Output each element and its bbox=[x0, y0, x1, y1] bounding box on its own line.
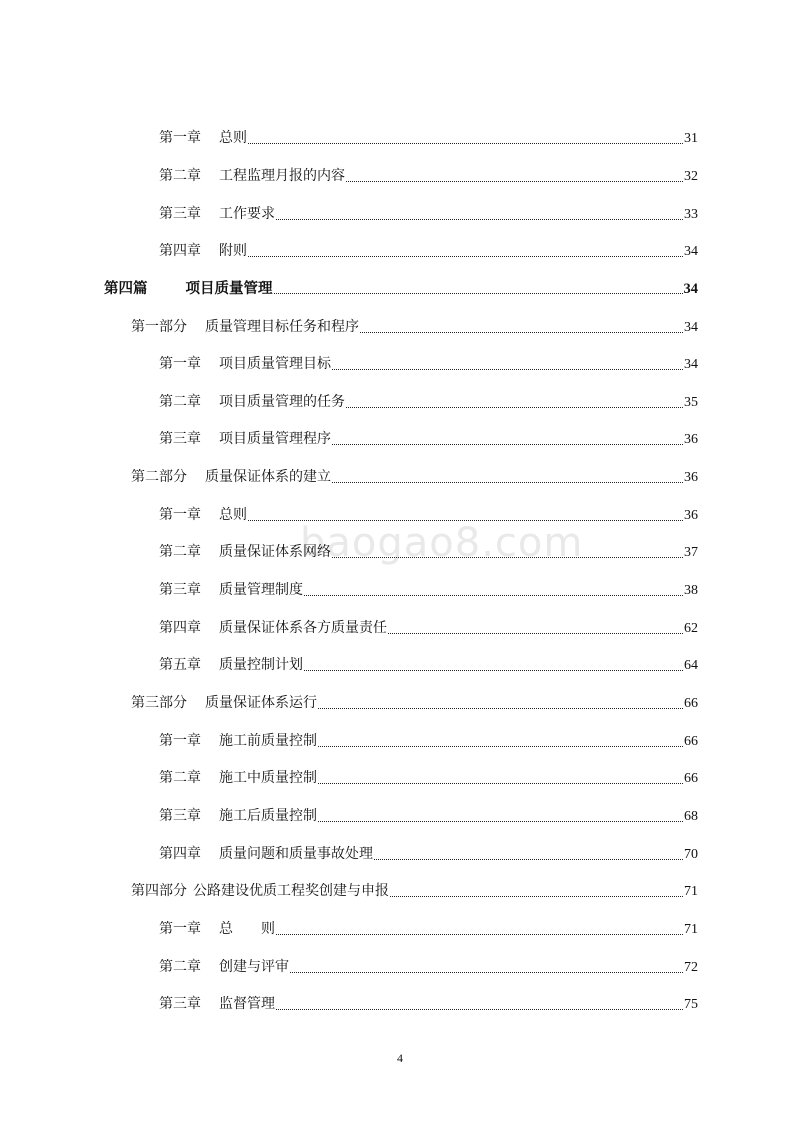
toc-entry-title: 质量保证体系网络 bbox=[219, 544, 331, 560]
toc-entry-page: 36 bbox=[684, 432, 698, 447]
toc-entry-page: 33 bbox=[684, 207, 698, 222]
toc-entry-number: 第四篇 bbox=[104, 280, 148, 297]
toc-entry-page: 35 bbox=[684, 395, 698, 410]
dot-leader bbox=[374, 858, 683, 860]
toc-entry-number: 第一章 bbox=[159, 356, 201, 372]
toc-entry[interactable] bbox=[159, 505, 698, 526]
toc-entry-page: 71 bbox=[684, 922, 698, 937]
dot-leader bbox=[332, 368, 683, 370]
dot-leader bbox=[248, 519, 683, 521]
toc-entry-number: 第一部分 bbox=[131, 319, 187, 335]
toc-entry[interactable] bbox=[159, 618, 698, 639]
toc-entry-number: 第五章 bbox=[159, 657, 201, 673]
page-number: 4 bbox=[397, 1051, 403, 1065]
dot-leader bbox=[390, 895, 683, 897]
toc-entry-number: 第二章 bbox=[159, 168, 201, 184]
toc-entry-number: 第三章 bbox=[159, 431, 201, 447]
toc-entry-title: 质量保证体系运行 bbox=[205, 695, 317, 711]
dot-leader bbox=[304, 669, 683, 671]
toc-entry-title: 项目质量管理 bbox=[185, 280, 273, 297]
toc-entry-page: 62 bbox=[684, 621, 698, 636]
toc-entry-title: 总则 bbox=[219, 507, 247, 523]
dot-leader bbox=[332, 556, 683, 558]
toc-entry[interactable] bbox=[159, 806, 698, 827]
toc-entry-title: 质量问题和质量事故处理 bbox=[219, 846, 373, 862]
toc-entry-title: 项目质量管理目标 bbox=[219, 356, 331, 372]
toc-entry[interactable] bbox=[159, 580, 698, 601]
dot-leader bbox=[360, 331, 683, 333]
toc-entry-title: 质量保证体系的建立 bbox=[205, 469, 331, 485]
toc-entry-number: 第三部分 bbox=[131, 695, 187, 711]
toc-entry-title: 质量保证体系各方质量责任 bbox=[219, 620, 387, 636]
toc-entry-number: 第四部分 bbox=[131, 883, 187, 899]
toc-entry-title: 工程监理月报的内容 bbox=[219, 168, 345, 184]
toc-entry-title: 总则 bbox=[219, 130, 247, 146]
dot-leader bbox=[276, 218, 683, 220]
toc-entry-title: 监督管理 bbox=[219, 996, 275, 1012]
toc-entry-page: 36 bbox=[684, 470, 698, 485]
dot-leader bbox=[276, 933, 683, 935]
toc-entry[interactable] bbox=[159, 204, 698, 225]
toc-entry-page: 71 bbox=[684, 884, 698, 899]
toc-entry[interactable] bbox=[159, 166, 698, 187]
toc-entry-number: 第一章 bbox=[159, 921, 201, 937]
toc-entry-page: 64 bbox=[684, 658, 698, 673]
toc-entry-page: 31 bbox=[684, 131, 698, 146]
dot-leader bbox=[346, 406, 683, 408]
toc-entry-number: 第四章 bbox=[159, 846, 201, 862]
toc-entry-title: 工作要求 bbox=[219, 206, 275, 222]
toc-entry-title: 总 则 bbox=[219, 921, 275, 937]
toc-entry-number: 第二部分 bbox=[131, 469, 187, 485]
dot-leader bbox=[332, 481, 683, 483]
toc-entry[interactable] bbox=[159, 542, 698, 563]
toc-entry-title: 质量管理目标任务和程序 bbox=[205, 319, 359, 335]
toc-entry-title: 质量控制计划 bbox=[219, 657, 303, 673]
dot-leader bbox=[248, 142, 683, 144]
toc-entry[interactable] bbox=[159, 241, 698, 262]
dot-leader bbox=[290, 971, 683, 973]
toc-entry[interactable] bbox=[159, 994, 698, 1015]
toc-entry-title: 施工后质量控制 bbox=[219, 808, 317, 824]
toc-entry-number: 第三章 bbox=[159, 206, 201, 222]
toc-entry-number: 第二章 bbox=[159, 544, 201, 560]
toc-entry-page: 66 bbox=[684, 771, 698, 786]
toc-entry-page: 37 bbox=[684, 545, 698, 560]
toc-entry-page: 66 bbox=[684, 734, 698, 749]
toc-entry[interactable] bbox=[159, 354, 698, 375]
toc-entry-title: 公路建设优质工程奖创建与申报 bbox=[193, 883, 389, 899]
dot-leader bbox=[318, 820, 683, 822]
toc-entry-page: 34 bbox=[684, 320, 698, 335]
dot-leader bbox=[274, 292, 683, 294]
toc-entry[interactable] bbox=[159, 655, 698, 676]
toc-entry-title: 施工中质量控制 bbox=[219, 770, 317, 786]
toc-entry-title: 施工前质量控制 bbox=[219, 733, 317, 749]
dot-leader bbox=[318, 707, 683, 709]
dot-leader bbox=[346, 180, 683, 182]
dot-leader bbox=[388, 632, 683, 634]
watermark-text: baogao8.com bbox=[300, 520, 584, 566]
toc-entry-page: 38 bbox=[684, 583, 698, 598]
dot-leader bbox=[248, 255, 683, 257]
toc-entry-number: 第二章 bbox=[159, 394, 201, 410]
toc-entry-number: 第二章 bbox=[159, 959, 201, 975]
toc-entry-number: 第三章 bbox=[159, 996, 201, 1012]
toc-section-entry[interactable] bbox=[131, 467, 698, 488]
toc-entry-number: 第一章 bbox=[159, 507, 201, 523]
toc-entry-page: 32 bbox=[684, 169, 698, 184]
dot-leader bbox=[318, 745, 683, 747]
toc-entry[interactable] bbox=[159, 919, 698, 940]
toc-entry[interactable] bbox=[159, 392, 698, 413]
toc-entry-title: 项目质量管理程序 bbox=[219, 431, 331, 447]
toc-entry[interactable] bbox=[159, 128, 698, 149]
toc-entry-title: 项目质量管理的任务 bbox=[219, 394, 345, 410]
toc-entry-number: 第一章 bbox=[159, 733, 201, 749]
toc-entry-page: 75 bbox=[684, 997, 698, 1012]
dot-leader bbox=[318, 782, 683, 784]
toc-entry-number: 第一章 bbox=[159, 130, 201, 146]
toc-entry-page: 68 bbox=[684, 809, 698, 824]
toc-entry-number: 第三章 bbox=[159, 582, 201, 598]
toc-entry[interactable] bbox=[159, 731, 698, 752]
toc-entry-page: 72 bbox=[684, 960, 698, 975]
toc-section-entry[interactable] bbox=[131, 881, 698, 902]
dot-leader bbox=[276, 1008, 683, 1010]
toc-entry-page: 70 bbox=[684, 847, 698, 862]
toc-section-entry[interactable] bbox=[131, 693, 698, 714]
toc-part-entry[interactable] bbox=[104, 279, 698, 299]
toc-entry[interactable] bbox=[159, 844, 698, 865]
dot-leader bbox=[304, 594, 683, 596]
toc-entry-title: 质量管理制度 bbox=[219, 582, 303, 598]
toc-entry-number: 第三章 bbox=[159, 808, 201, 824]
toc-entry-page: 36 bbox=[684, 508, 698, 523]
toc-entry-number: 第四章 bbox=[159, 243, 201, 259]
toc-entry-page: 34 bbox=[683, 281, 698, 297]
toc-entry[interactable] bbox=[159, 768, 698, 789]
toc-section-entry[interactable] bbox=[131, 317, 698, 338]
toc-entry-page: 34 bbox=[684, 357, 698, 372]
toc-entry-number: 第二章 bbox=[159, 770, 201, 786]
toc-entry[interactable] bbox=[159, 429, 698, 450]
toc-entry-title: 附则 bbox=[219, 243, 247, 259]
toc-entry-title: 创建与评审 bbox=[219, 959, 289, 975]
toc-entry-page: 66 bbox=[684, 696, 698, 711]
toc-entry-page: 34 bbox=[684, 244, 698, 259]
dot-leader bbox=[332, 443, 683, 445]
toc-entry[interactable] bbox=[159, 957, 698, 978]
toc-entry-number: 第四章 bbox=[159, 620, 201, 636]
